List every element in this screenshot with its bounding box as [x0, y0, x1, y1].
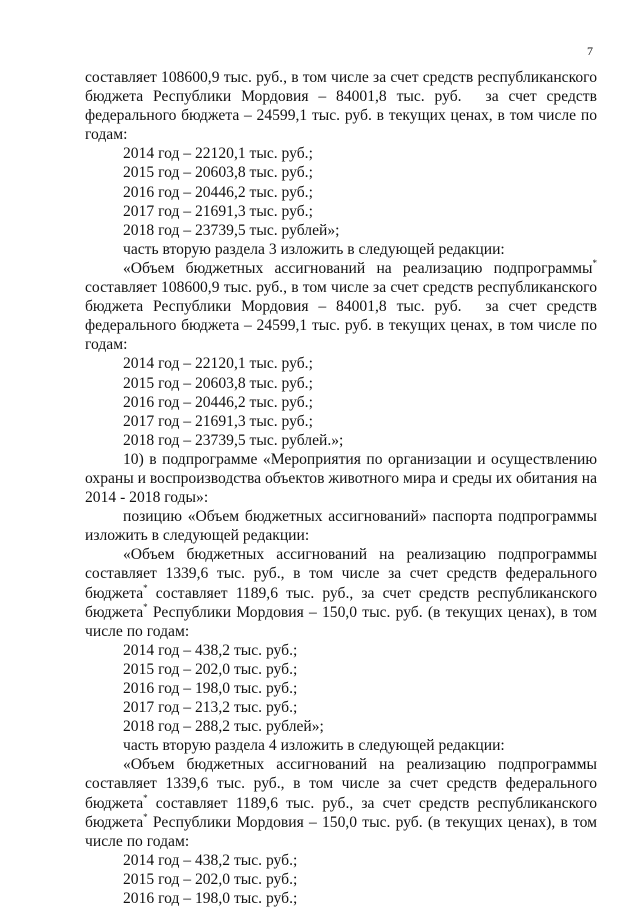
text-span: за счет средств федерального бюджета – 24599,1 тыс. руб. в текущих ценах, в том числе по годам:	[85, 298, 597, 354]
year-line: 2018 год – 23739,5 тыс. рублей.»;	[123, 431, 344, 449]
amendment-instruction: часть вторую раздела 4 изложить в следующей редакции:	[123, 737, 505, 755]
year-line: 2015 год – 20603,8 тыс. руб.;	[123, 374, 313, 392]
numbered-item: 10) в подпрограмме «Мероприятия по организации и осуществлению охраны и воспроизводства объектов животного мира и среды их обитания на 2014 - 2018 годы»:	[85, 450, 597, 507]
year-line: 2014 год – 22120,1 тыс. руб.;	[123, 355, 313, 373]
year-line: 2017 год – 213,2 тыс. руб.;	[123, 699, 298, 717]
page-number: 7	[587, 44, 593, 58]
footnote-mark: *	[143, 792, 148, 803]
text-span: составляет 1189,6 тыс. руб., за счет средств республиканского бюджета	[85, 584, 598, 621]
text-span: составляет 108600,9 тыс. руб., в том числе за счет средств республиканского бюджета Республики Мордовия – 84001,8 тыс. руб.	[85, 279, 597, 316]
year-line: 2018 год – 288,2 тыс. рублей»;	[123, 718, 324, 736]
paragraph-budget-quote	[85, 755, 597, 850]
footnote-mark: *	[143, 582, 148, 593]
paragraph-budget-quote	[85, 259, 597, 354]
year-line: 2017 год – 21691,3 тыс. руб.;	[123, 412, 313, 430]
year-line: 2015 год – 202,0 тыс. руб.;	[123, 660, 298, 678]
text-span: составляет 1189,6 тыс. руб., за счет средств республиканского бюджета	[85, 794, 598, 831]
year-line: 2016 год – 198,0 тыс. руб.;	[123, 890, 298, 908]
year-line: 2014 год – 438,2 тыс. руб.;	[123, 641, 298, 659]
year-line: 2016 год – 198,0 тыс. руб.;	[123, 680, 298, 697]
amendment-instruction: часть вторую раздела 3 изложить в следующей редакции:	[123, 240, 505, 258]
year-line: 2017 год – 21691,3 тыс. руб.;	[123, 202, 313, 220]
year-line: 2015 год – 202,0 тыс. руб.;	[123, 870, 298, 888]
text-span: «Объем бюджетных ассигнований на реализацию подпрограммы составляет 1339,6 тыс. руб., в том числе за счет средств федерального бюджета	[85, 756, 597, 812]
year-line: 2014 год – 22120,1 тыс. руб.;	[123, 145, 313, 163]
year-line: 2018 год – 23739,5 тыс. рублей»;	[123, 221, 340, 239]
paragraph-budget-summary	[85, 68, 597, 144]
year-line: 2015 год – 20603,8 тыс. руб.;	[123, 164, 313, 182]
text-span: «Объем бюджетных ассигнований на реализацию подпрограммы	[123, 259, 593, 277]
year-line: 2016 год – 20446,2 тыс. руб.;	[123, 183, 313, 201]
text-span: Республики Мордовия – 150,0 тыс. руб. (в текущих ценах), в том числе по годам:	[85, 603, 597, 640]
year-line: 2014 год – 438,2 тыс. руб.;	[123, 851, 298, 869]
footnote-mark: *	[592, 257, 597, 268]
document-body	[85, 68, 597, 908]
text-span: составляет 108600,9 тыс. руб., в том числе за счет средств республиканского бюджета Республики Мордовия – 84001,8 тыс. руб.	[85, 69, 597, 106]
footnote-mark: *	[143, 811, 148, 822]
year-line: 2016 год – 20446,2 тыс. руб.;	[123, 393, 313, 411]
text-span: за счет средств федерального бюджета – 24599,1 тыс. руб. в текущих ценах, в том числе по годам:	[85, 88, 597, 144]
amendment-instruction: позицию «Объем бюджетных ассигнований» паспорта подпрограммы изложить в следующей редакции:	[85, 508, 597, 545]
paragraph-budget-quote	[85, 545, 597, 640]
footnote-mark: *	[143, 601, 148, 612]
text-span: Республики Мордовия – 150,0 тыс. руб. (в текущих ценах), в том числе по годам:	[85, 813, 597, 850]
text-span: «Объем бюджетных ассигнований на реализацию подпрограммы составляет 1339,6 тыс. руб., в том числе за счет средств федерального бюджета	[85, 546, 597, 602]
